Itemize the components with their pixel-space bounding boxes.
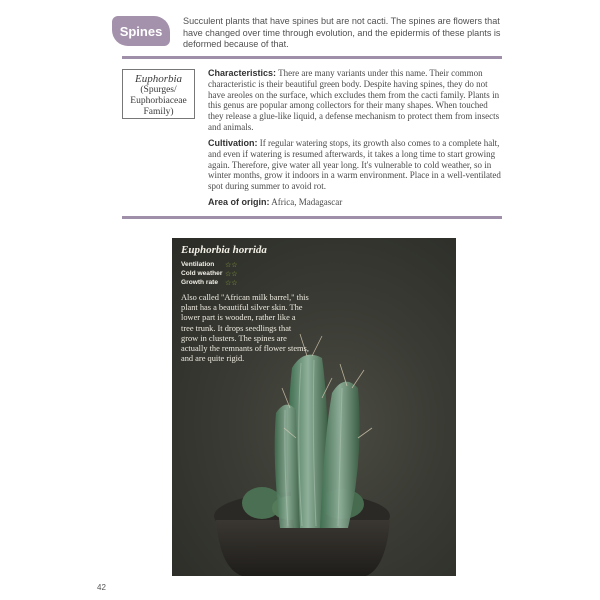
care-ratings [181,260,238,287]
star-icon: ☆☆ [225,261,238,269]
star-icon: ☆☆ [225,279,238,287]
origin-heading: Area of origin: [208,197,270,207]
cultivation-heading: Cultivation: [208,138,258,148]
characteristics-paragraph [208,68,504,133]
bottom-divider [122,216,502,219]
characteristics-heading: Characteristics: [208,68,277,78]
page-number: 42 [97,583,106,592]
genus-label-box [122,69,195,119]
rating-label: Cold weather [181,270,223,277]
photo-title: Euphorbia horrida [181,244,267,256]
euphorbia-horrida-photo [172,238,456,576]
rating-label: Ventilation [181,261,215,268]
spines-intro-text: Succulent plants that have spines but are not cacti. The spines are flowers that have changed over time through evolution, and the epidermis of these plants is deformed because of that. [183,16,501,50]
pot-body [216,520,390,576]
rating-row-growth-rate [181,278,238,287]
star-icon: ☆☆ [225,270,238,278]
top-divider [122,56,502,59]
rating-row-ventilation [181,260,238,269]
cultivation-paragraph [208,138,504,192]
characteristics-text: There are many variants under this name. Their common characteristic is their beautiful green body. Despite having spines, they do not have areoles on the surface, which excludes them from the cacti family. Plants in this genus are popular among collectors for their many shapes. When touched they release a glue-like liquid, a defense mechanism to protect them from insects and animals. [208,68,500,132]
rating-label: Growth rate [181,279,219,286]
genus-name: Euphorbia [134,73,183,85]
origin-text: Africa, Madagascar [271,197,343,207]
cultivation-text: If regular watering stops, its growth also comes to a complete halt, and even if watering is resumed afterwards, it takes a long time to start growing again. Therefore, give water all year long. It's vulnerable to cold weather, so in winter months, grow it indoors in a warm environment. Place in a well-ventilated spot during summer to avoid rot. [208,138,501,192]
photo-caption: Also called "African milk barrel," this plant has a beautiful silver skin. The lower part is wooden, rather like a tree trunk. It drops seedlings that grow in clusters. The spines are actually the remnants of flower stems, and are quite rigid. [181,293,309,364]
rating-row-cold-weather [181,269,238,278]
origin-paragraph [208,197,504,208]
cactus-illustration [172,238,456,576]
genus-family: (Spurges/ Euphorbiaceae Family) [130,85,187,117]
spines-badge: Spines [112,16,170,46]
